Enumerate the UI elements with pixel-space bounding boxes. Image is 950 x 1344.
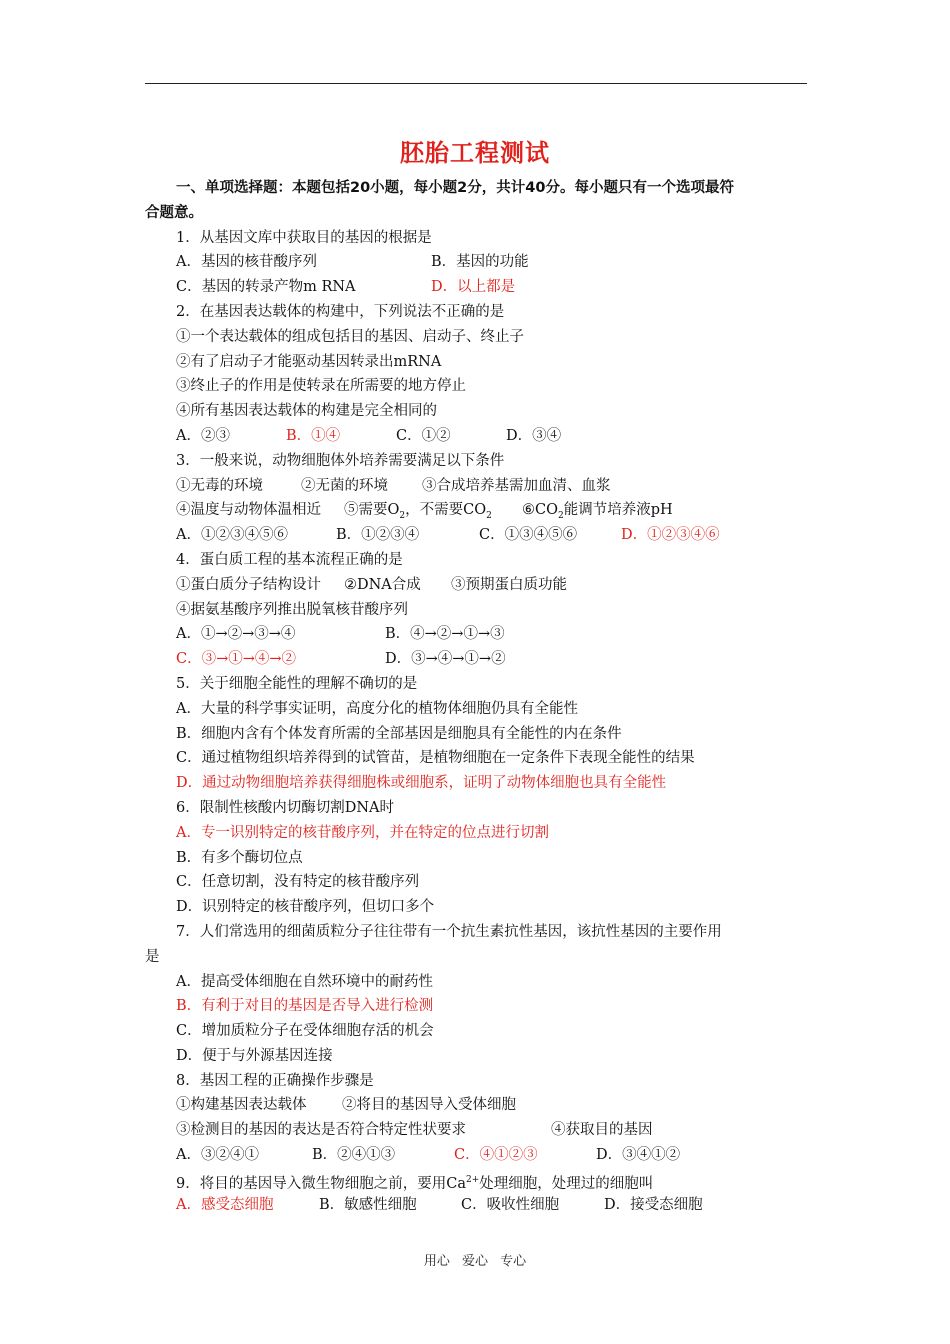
q5-option-b: B．细胞内含有个体发育所需的全部基因是细胞具有全能性的内在条件: [176, 725, 622, 742]
q7-option-c: C．增加质粒分子在受体细胞存活的机会: [176, 1023, 434, 1040]
q8-step-2: ②将目的基因导入受体细胞: [342, 1097, 516, 1114]
q3-option-a: A．①②③④⑤⑥: [176, 527, 288, 544]
q7-option-a: A．提高受体细胞在自然环境中的耐药性: [176, 973, 433, 990]
q1-option-c: C．基因的转录产物m RNA: [176, 279, 356, 296]
q2-statement-4: ④所有基因表达载体的构建是完全相同的: [176, 403, 437, 420]
q7-option-b: B．有利于对目的基因是否导入进行检测: [176, 998, 434, 1015]
q8-stem: 8．基因工程的正确操作步骤是: [176, 1072, 374, 1089]
q8-option-b: B．②④①③: [312, 1147, 396, 1164]
q8-steps-row2: [145, 1118, 807, 1143]
q5-option-a: A．大量的科学事实证明，高度分化的植物体细胞仍具有全能性: [176, 700, 578, 717]
q6-stem: 6．限制性核酸内切酶切割DNA时: [176, 799, 395, 816]
q3-option-b: B．①②③④: [336, 527, 420, 544]
q3-cond-2: ②无菌的环境: [301, 477, 388, 494]
q8-step-3: ③检测目的基因的表达是否符合特定性状要求: [176, 1122, 466, 1139]
q8-steps-row1: [145, 1093, 807, 1118]
q6-option-d: D．识别特定的核苷酸序列，但切口多个: [176, 899, 435, 916]
q3-option-c: C．①③④⑤⑥: [479, 527, 578, 544]
q4-option-b: B．④→②→①→③: [385, 626, 505, 643]
q1-option-b: B．基因的功能: [431, 254, 529, 271]
q4-option-d: D．③→④→①→②: [385, 651, 506, 668]
q9-stem: 9．将目的基因导入微生物细胞之前，要用$Ca^{2+}$处理细胞，处理过的细胞叫: [176, 1174, 654, 1192]
q1-options-row1: [145, 250, 807, 275]
q2-options: [145, 424, 807, 449]
q4-steps-row1: [145, 573, 807, 598]
q4-options-row2: [145, 647, 807, 672]
q3-options: [145, 523, 807, 548]
q2-option-d: D．③④: [506, 427, 562, 444]
q4-stem: 4．蛋白质工程的基本流程正确的是: [176, 551, 403, 568]
page-footer: 用心 爱心 专心: [423, 1254, 527, 1269]
q3-cond-6: $⑥CO_2$能调节培养液pH: [522, 502, 673, 522]
q4-options-row1: [145, 622, 807, 647]
q1-stem: 1．从基因文库中获取目的基因的根据是: [176, 229, 432, 246]
q6-option-a: A．专一识别特定的核苷酸序列，并在特定的位点进行切割: [176, 824, 549, 841]
q4-option-a: A．①→②→③→④: [176, 626, 296, 643]
q4-option-c: C．③→①→④→②: [176, 651, 297, 668]
q4-step-2: ②DNA合成: [344, 576, 421, 593]
q9-option-d: D．接受态细胞: [604, 1196, 703, 1213]
q7-stem: 7．人们常选用的细菌质粒分子往往带有一个抗生素抗性基因，该抗性基因的主要作用: [176, 923, 722, 940]
q3-conditions-row1: [145, 474, 807, 499]
q2-stem: 2．在基因表达载体的构建中，下列说法不正确的是: [176, 303, 505, 320]
q8-option-a: A．③②④①: [176, 1147, 259, 1164]
q6-option-b: B．有多个酶切位点: [176, 849, 303, 866]
q2-option-a: A．②③: [176, 427, 230, 444]
q9-option-b: B．敏感性细胞: [319, 1196, 417, 1213]
q4-step-3: ③预期蛋白质功能: [451, 576, 567, 593]
q8-step-1: ①构建基因表达载体: [176, 1097, 307, 1114]
q8-options: [145, 1143, 807, 1168]
q3-cond-4: ④温度与动物体温相近: [176, 502, 321, 519]
q5-stem: 5．关于细胞全能性的理解不确切的是: [176, 675, 418, 692]
q3-cond-3: ③合成培养基需加血清、血浆: [422, 477, 611, 494]
page-title: 胚胎工程测试: [400, 139, 550, 167]
section-heading-cont: 合题意。: [145, 204, 203, 221]
question-body: [145, 176, 807, 1217]
q2-option-b: B．①④: [286, 427, 341, 444]
q9-options: [145, 1193, 807, 1218]
q3-conditions-row2: [145, 498, 807, 523]
q3-cond-5: ⑤需要$O_2$，不需要$CO_2$: [344, 502, 492, 522]
q7-stem-cont: 是: [145, 948, 160, 965]
section-heading: 一、单项选择题：本题包括20小题，每小题2分，共计40分。每小题只有一个选项最符: [176, 180, 734, 196]
q3-stem: 3．一般来说，动物细胞体外培养需要满足以下条件: [176, 452, 505, 469]
q2-statement-2: ②有了启动子才能驱动基因转录出mRNA: [176, 353, 442, 370]
q2-statement-3: ③终止子的作用是使转录在所需要的地方停止: [176, 378, 466, 395]
header-rule: [145, 83, 807, 84]
q9-option-a: A．感受态细胞: [176, 1196, 274, 1213]
q2-statement-1: ①一个表达载体的组成包括目的基因、启动子、终止子: [176, 328, 524, 345]
q6-option-c: C．任意切割，没有特定的核苷酸序列: [176, 874, 420, 891]
q3-cond-1: ①无毒的环境: [176, 477, 263, 494]
q5-option-d: D．通过动物细胞培养获得细胞株或细胞系，证明了动物体细胞也具有全能性: [176, 775, 667, 792]
q4-step-1: ①蛋白质分子结构设计: [176, 576, 321, 593]
q2-option-c: C．①②: [396, 427, 451, 444]
q1-option-a: A．基因的核苷酸序列: [176, 254, 317, 271]
q8-option-c: C．④①②③: [454, 1147, 538, 1164]
q1-option-d: D．以上都是: [431, 279, 516, 296]
q8-step-4: ④获取目的基因: [551, 1122, 653, 1139]
q3-option-d: D．①②③④⑥: [621, 527, 720, 544]
q7-option-d: D．便于与外源基因连接: [176, 1047, 333, 1064]
q5-option-c: C．通过植物组织培养得到的试管苗，是植物细胞在一定条件下表现全能性的结果: [176, 750, 695, 767]
q4-step-4: ④据氨基酸序列推出脱氧核苷酸序列: [176, 601, 408, 618]
q9-option-c: C．吸收性细胞: [461, 1196, 560, 1213]
q8-option-d: D．③④①②: [596, 1147, 681, 1164]
q1-options-row2: [145, 275, 807, 300]
